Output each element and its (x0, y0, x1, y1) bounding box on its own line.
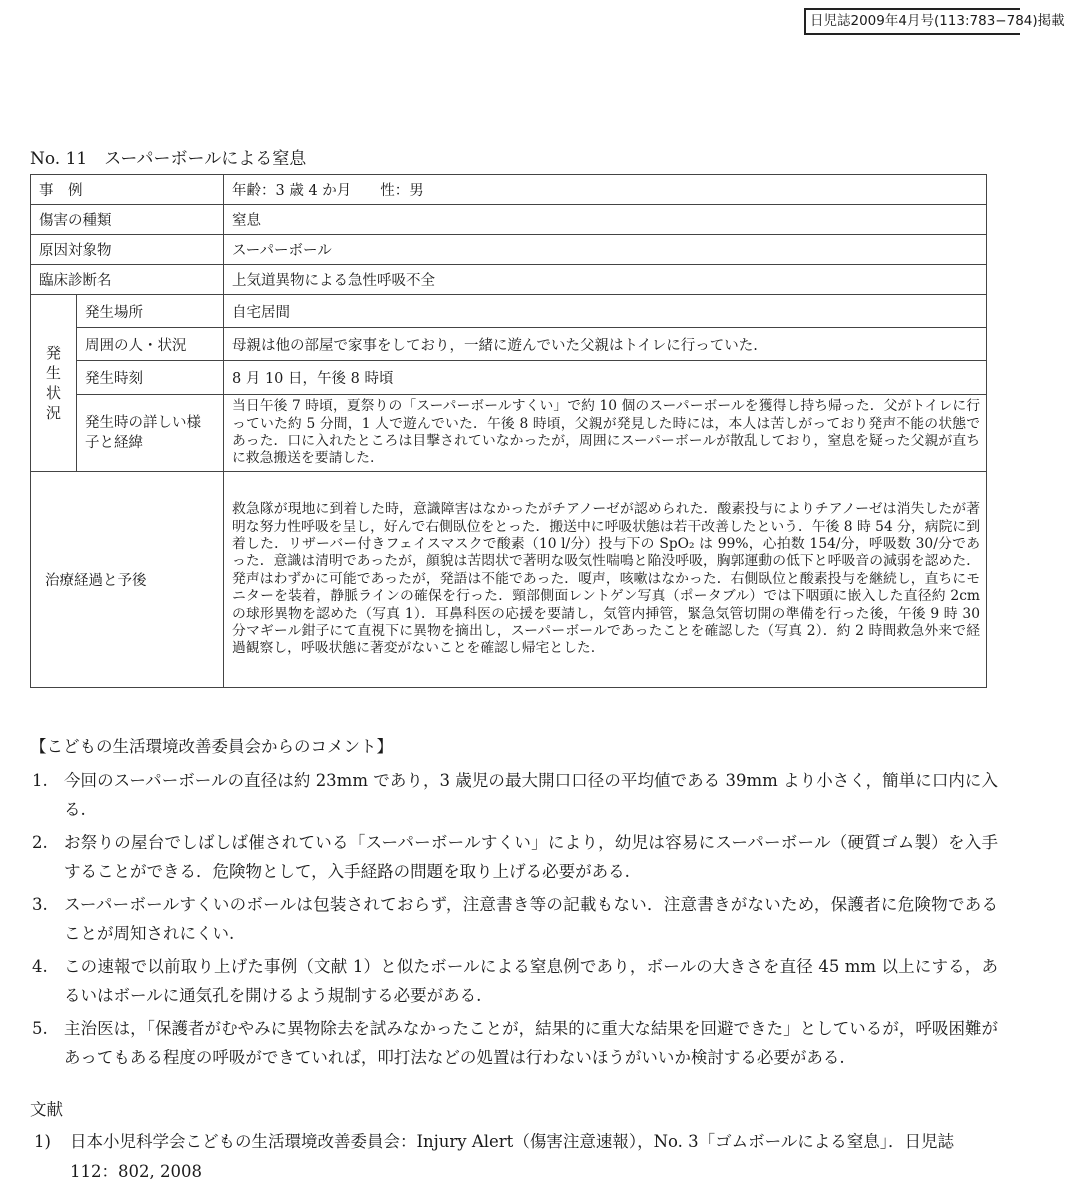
table-row (31, 295, 987, 328)
list-text: お祭りの屋台でしばしば催されている「スーパーボールすくい」により，幼児は容易にスーパーボール（硬質ゴム製）を入手することができる．危険物として，入手経路の問題を取り上げる必要がある. (64, 833, 998, 881)
list-number: 4. (32, 957, 48, 976)
table-row (31, 205, 987, 235)
row-value: 当日午後 7 時頃，夏祭りの「スーパーボールすくい」で約 10 個のスーパーボールを獲得し持ち帰った．父がトイレに行っていた約 5 分間，1 人で遊んでいた．午後 8 時頃，父親が発見した時には，本人は苦しがっており発声不能の状態であった．口に入れたところは目撃されていなかったが，周囲にスーパーボールが散乱しており，窒息を疑った父親が直ちに救急搬送を要請した. (224, 395, 987, 472)
list-item (30, 766, 998, 824)
list-number: 5. (32, 1019, 48, 1038)
table-row (31, 175, 987, 205)
list-item (30, 828, 998, 886)
row-value: 救急隊が現地に到着した時，意識障害はなかったがチアノーゼが認められた．酸素投与によりチアノーゼは消失したが著明な努力性呼吸を呈し，好んで右側臥位をとった．搬送中に呼吸状態は若干改善したという．午後 8 時 54 分，病院に到着した．リザーバー付きフェイスマスクで酸素（10 l/分）投与下の SpO₂ は 99%，心拍数 154/分，呼吸数 30/分であった．意識は清明であったが，顔貌は苦悶状で著明な吸気性喘鳴と陥没呼吸，胸郭運動の低下と呼吸音の減弱を認めた．発声はわずかに可能であったが，発語は不能であった．嗄声，咳嗽はなかった．右側臥位と酸素投与を継続し，直ちにモニターを装着，静脈ラインの確保を行った．頸部側面レントゲン写真（ポータブル）では下咽頭に嵌入した直径約 2cm の球形異物を認めた（写真 1）．耳鼻科医の応援を要請し，気管内挿管，緊急気管切開の準備を行った後，午後 9 時 30 分マギール鉗子にて直視下に異物を摘出し，スーパーボールであったことを確認した（写真 2）．約 2 時間救急外来で経過観察し，呼吸状態に著変がないことを確認し帰宅とした. (224, 472, 987, 688)
table-row (31, 395, 987, 472)
case-table (30, 174, 987, 688)
row-value: 8 月 10 日，午後 8 時頃 (224, 361, 987, 395)
reference-number: 1) (34, 1132, 51, 1151)
table-row (31, 328, 987, 361)
row-label: 発生時の詳しい様子と経緯 (77, 395, 224, 472)
row-value: 年齢：3 歳 4 か月 性：男 (224, 175, 987, 205)
row-label: 治療経過と予後 (31, 472, 224, 688)
references-heading: 文献 (30, 1100, 63, 1119)
table-row (31, 265, 987, 295)
committee-comments (30, 736, 998, 1076)
list-text: この速報で以前取り上げた事例（文献 1）と似たボールによる窒息例であり，ボールの大きさを直径 45 mm 以上にする，あるいはボールに通気孔を開けるよう規制する必要がある. (64, 957, 998, 1005)
reference-text: 日本小児科学会こどもの生活環境改善委員会：Injury Alert（傷害注意速報），No. 3「ゴムボールによる窒息」．日児誌 112：802, 2008 (70, 1132, 971, 1181)
list-number: 2. (32, 833, 48, 852)
row-label: 周囲の人・状況 (77, 328, 224, 361)
comments-heading: 【こどもの生活環境改善委員会からのコメント】 (30, 737, 393, 756)
row-value: 窒息 (224, 205, 987, 235)
list-text: スーパーボールすくいのボールは包装されておらず，注意書き等の記載もない．注意書きがないため，保護者に危険物であることが周知されにくい. (64, 895, 998, 943)
row-label: 原因対象物 (31, 235, 224, 265)
list-number: 3. (32, 895, 48, 914)
table-row (31, 235, 987, 265)
list-item (30, 890, 998, 948)
row-label: 事 例 (31, 175, 224, 205)
table-row (31, 472, 987, 688)
row-label: 発生時刻 (77, 361, 224, 395)
row-label: 臨床診断名 (31, 265, 224, 295)
list-item (30, 952, 998, 1010)
row-value: 上気道異物による急性呼吸不全 (224, 265, 987, 295)
reference-item (34, 1127, 990, 1187)
list-text: 今回のスーパーボールの直径は約 23mm であり，3 歳児の最大開口口径の平均値である 39mm より小さく，簡単に口内に入る. (64, 771, 998, 819)
row-label: 発生場所 (77, 295, 224, 328)
table-row (31, 361, 987, 395)
list-item (30, 1014, 998, 1072)
row-value: 自宅居間 (224, 295, 987, 328)
list-text: 主治医は，「保護者がむやみに異物除去を試みなかったことが，結果的に重大な結果を回避できた」としているが，呼吸困難があってもある程度の呼吸ができていれば，叩打法などの処置は行わないほうがいいか検討する必要がある. (64, 1019, 998, 1067)
page-title: No. 11 スーパーボールによる窒息 (30, 149, 307, 169)
list-number: 1. (32, 771, 48, 790)
row-value: スーパーボール (224, 235, 987, 265)
journal-citation-badge: 日児誌2009年4月号(113:783−784)掲載 (804, 8, 1020, 35)
occurrence-group-label: 発生状況 (31, 295, 77, 472)
row-value: 母親は他の部屋で家事をしており，一緒に遊んでいた父親はトイレに行っていた. (224, 328, 987, 361)
references (30, 1097, 990, 1187)
row-label: 傷害の種類 (31, 205, 224, 235)
